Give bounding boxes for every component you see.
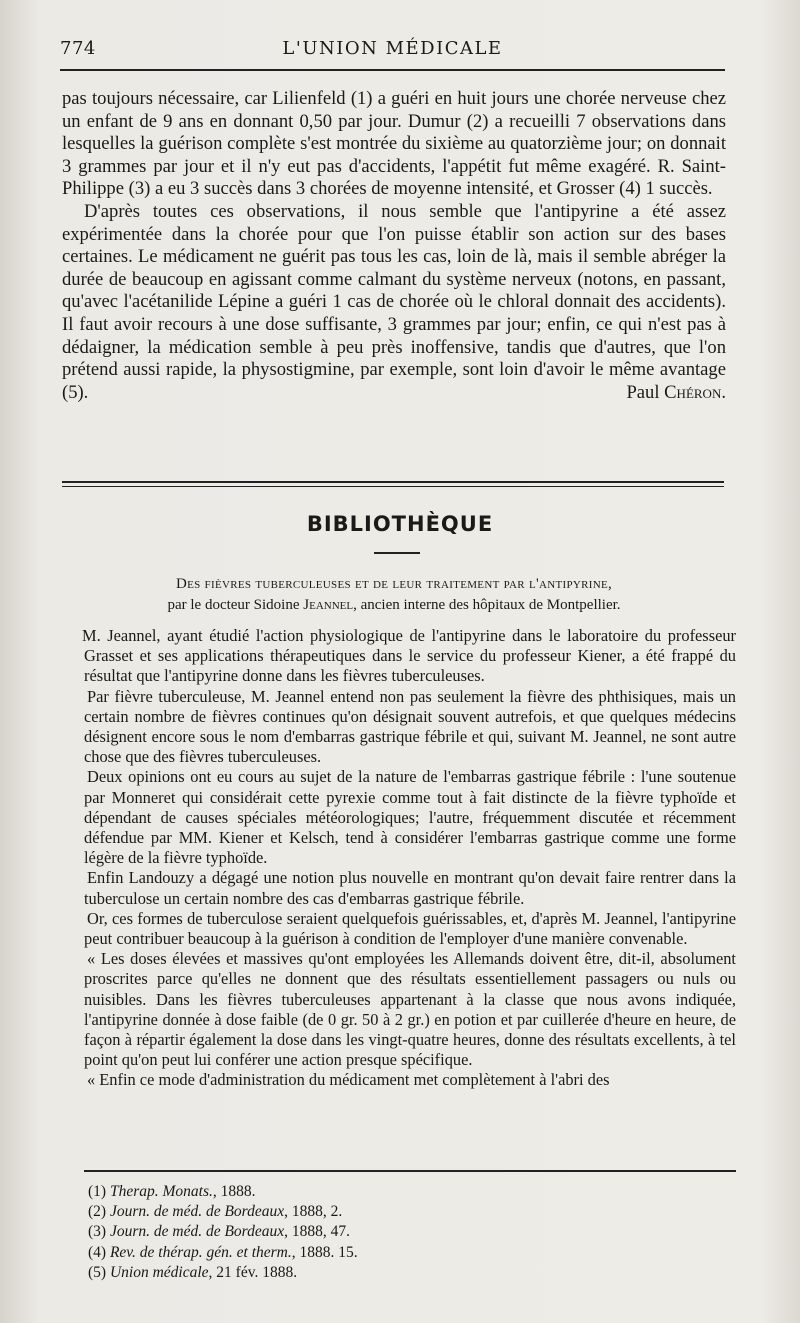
header-rule bbox=[60, 69, 725, 71]
footnote-source: Rev. de thérap. gén. et therm. bbox=[109, 1243, 292, 1261]
signature-end: . bbox=[721, 381, 726, 403]
book-author-name: Jeannel bbox=[303, 597, 354, 613]
footnote-number: (1) bbox=[88, 1183, 110, 1200]
article-paragraph: pas toujours nécessaire, car Lilienfeld (1) a guéri en huit jours une chorée nerveuse chez un enfant de 9 ans en donnant 0,50 par jour. Dumur (2) a recueilli 7 observations dans lesquelles la guérison complète s'est montrée du sixième au quatorzième jour; on donnait 3 grammes par jour et il n'y eut pas d'accidents, l'appétit fut même exagéré. R. Saint-Philippe (3) a eu 3 succès dans 3 chorées de moyenne intensité, et Grosser (4) 1 succès. bbox=[62, 88, 726, 200]
footnote-details: , 1888. bbox=[212, 1183, 256, 1200]
footnote-source: Union médicale bbox=[109, 1263, 209, 1281]
article-paragraph bbox=[62, 201, 726, 404]
review-paragraph: M. Jeannel, ayant étudié l'action physiologique de l'antipyrine dans le laboratoire du professeur Grasset et ses applications thérapeutiques dans le service du professeur Kiener, a été frappé du résultat que l'antipyrine donne dans les fièvres tuberculeuses. bbox=[82, 626, 736, 686]
page-number: 774 bbox=[60, 38, 96, 59]
book-review bbox=[84, 626, 736, 1091]
running-title: L'UNION MÉDICALE bbox=[282, 38, 503, 59]
signature-first-name: Paul bbox=[626, 381, 665, 403]
footnote bbox=[88, 1182, 588, 1202]
footnote-source: Therap. Monats. bbox=[109, 1183, 213, 1200]
footnote-source: Journ. de méd. de Bordeaux bbox=[109, 1223, 285, 1241]
footnote bbox=[88, 1222, 588, 1242]
book-reference bbox=[62, 574, 726, 616]
author-signature bbox=[604, 382, 726, 405]
book-author-prefix: par le docteur Sidoine bbox=[167, 597, 304, 613]
footnote bbox=[88, 1263, 588, 1283]
footnote-details: , 1888, 47. bbox=[284, 1223, 351, 1241]
footnote-details: , 21 fév. 1888. bbox=[208, 1263, 298, 1281]
footnotes bbox=[88, 1182, 588, 1283]
title-underline bbox=[374, 552, 420, 554]
footnote-number: (5) bbox=[88, 1263, 110, 1281]
article-paragraph-text: D'après toutes ces observations, il nous semble que l'antipyrine a été assez expérimentée dans la chorée pour que l'on puisse établir son action sur des bases certaines. Le médicament ne guérit pas tous les cas, loin de là, mais il semble abréger la durée de beaucoup en agissant comme calmant du système nerveux (notons, en passant, qu'avec l'acétanilide Lépine a guéri 1 cas de chorée où le chloral donnait des accidents). Il faut avoir recours à une dose suffisante, 3 grammes par jour; enfin, ce qui n'est pas à dédaigner, la médication semble à peu près inoffensive, tandis que d'autres, que l'on prétend aussi rapide, la physostigmine, par exemple, sont loin d'avoir le même avantage (5). bbox=[62, 200, 726, 403]
review-paragraph: « Enfin ce mode d'administration du médicament met complètement à l'abri des bbox=[87, 1070, 610, 1090]
footnote-number: (2) bbox=[88, 1203, 110, 1221]
review-paragraph: Enfin Landouzy a dégagé une notion plus nouvelle en montrant qu'on devait faire rentrer dans la tuberculose un certain nombre des cas d'embarras gastrique fébrile. bbox=[84, 868, 736, 908]
footnote bbox=[88, 1243, 588, 1263]
review-paragraph: Deux opinions ont eu cours au sujet de la nature de l'embarras gastrique fébrile : l'une soutenue par Monneret qui considérait cette pyrexie comme tout à fait distincte de la fièvre typhoïde et dépendant de causes spéciales météorologiques; l'autre, fréquemment discutée et récemment défendue par MM. Kiener et Kelsch, tend à considérer l'embarras gastrique comme une forme légère de la fièvre typhoïde. bbox=[84, 767, 736, 868]
section-separator bbox=[62, 481, 724, 490]
footnote-source: Journ. de méd. de Bordeaux bbox=[109, 1203, 285, 1221]
review-paragraph: Or, ces formes de tuberculose seraient quelquefois guérissables, et, d'après M. Jeannel, l'antipyrine peut contribuer beaucoup à la guérison à condition de l'employer d'une manière convenable. bbox=[84, 908, 736, 949]
footnote bbox=[88, 1202, 588, 1222]
section-title: BIBLIOTHÈQUE bbox=[306, 512, 494, 536]
footnote-number: (4) bbox=[88, 1243, 110, 1261]
book-title: Des fièvres tuberculeuses et de leur traitement par l'antipyrine, bbox=[175, 576, 613, 592]
footnote-number: (3) bbox=[88, 1223, 110, 1241]
signature-last-name: Chéron bbox=[664, 381, 722, 403]
review-paragraph: « Les doses élevées et massives qu'ont employées les Allemands doivent être, dit-il, absolument proscrites parce qu'elles ne donnent que des résultats essentiellement passagers ou nuls ou nuisibles. Dans les fièvres tuberculeuses appartenant à la classe que nous avons indiquée, l'antipyrine donnée à dose faible (de 0 gr. 50 à 2 gr.) en potion et par cuillerée d'heure en heure, de façon à répartir également la dose dans les vingt-quatre heures, donne des résultats excellents, à tel point qu'on peut lui conférer une action presque spécifique. bbox=[84, 949, 736, 1070]
footnote-rule bbox=[84, 1170, 736, 1172]
review-paragraph: Par fièvre tuberculeuse, M. Jeannel entend non pas seulement la fièvre des phthisiques, mais un certain nombre de fièvres continues qu'on désignait souvent autrefois, et que quelques médecins désignent encore sous le nom d'embarras gastrique fébrile et qui, suivant M. Jeannel, ne sont autre chose que des fièvres tuberculeuses. bbox=[84, 686, 736, 767]
footnote-details: , 1888, 2. bbox=[284, 1203, 343, 1221]
book-author-suffix: , ancien interne des hôpitaux de Montpellier. bbox=[353, 597, 621, 613]
book-author bbox=[62, 595, 726, 616]
footnote-details: , 1888. 15. bbox=[291, 1243, 358, 1261]
page-header bbox=[60, 34, 725, 64]
article-conclusion bbox=[62, 88, 726, 404]
